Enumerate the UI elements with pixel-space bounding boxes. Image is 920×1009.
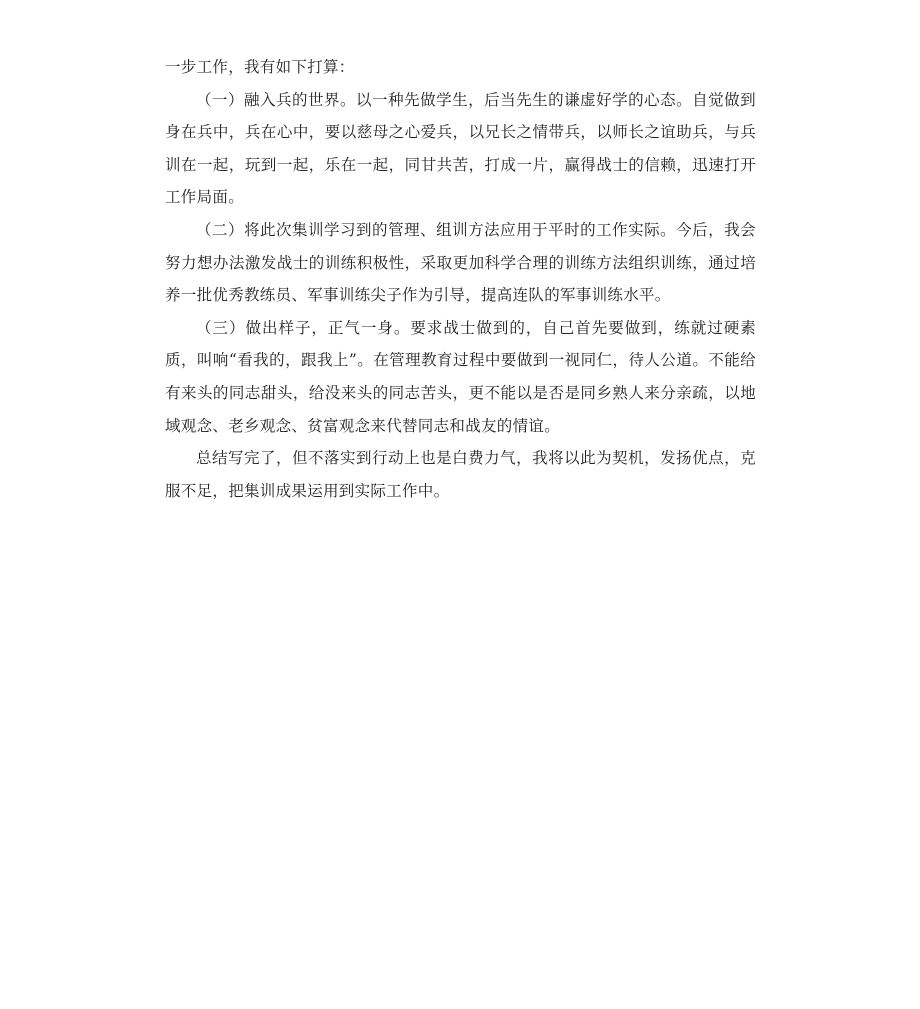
paragraph-intro: 一步工作，我有如下打算： (165, 58, 355, 76)
paragraph-plan-three: （三）做出样子，正气一身。要求战士做到的，自己首先要做到，练就过硬素质，叫响“看我的，跟我上”。在管理教育过程中要做到一视同仁，待人公道。不能给有来头的同志甜头，给没来头的同志苦头，更不能以是否是同乡熟人来分亲疏，以地域观念、老乡观念、贫富观念来代替同志和战友的情谊。 (165, 318, 756, 435)
paragraph-plan-one: （一）融入兵的世界。以一种先做学生，后当先生的谦虚好学的心态。自觉做到身在兵中，兵在心中，要以慈母之心爱兵，以兄长之情带兵，以师长之谊助兵，与兵训在一起，玩到一起，乐在一起，同甘共苦，打成一片，赢得战士的信赖，迅速打开工作局面。 (165, 90, 756, 207)
document-body (165, 51, 756, 507)
paragraph-plan-two: （二）将此次集训学习到的管理、组训方法应用于平时的工作实际。今后，我会努力想办法激发战士的训练积极性，采取更加科学合理的训练方法组织训练，通过培养一批优秀教练员、军事训练尖子作为引导，提高连队的军事训练水平。 (165, 220, 756, 305)
paragraph-conclusion: 总结写完了，但不落实到行动上也是白费力气，我将以此为契机，发扬优点，克服不足，把集训成果运用到实际工作中。 (165, 449, 756, 500)
